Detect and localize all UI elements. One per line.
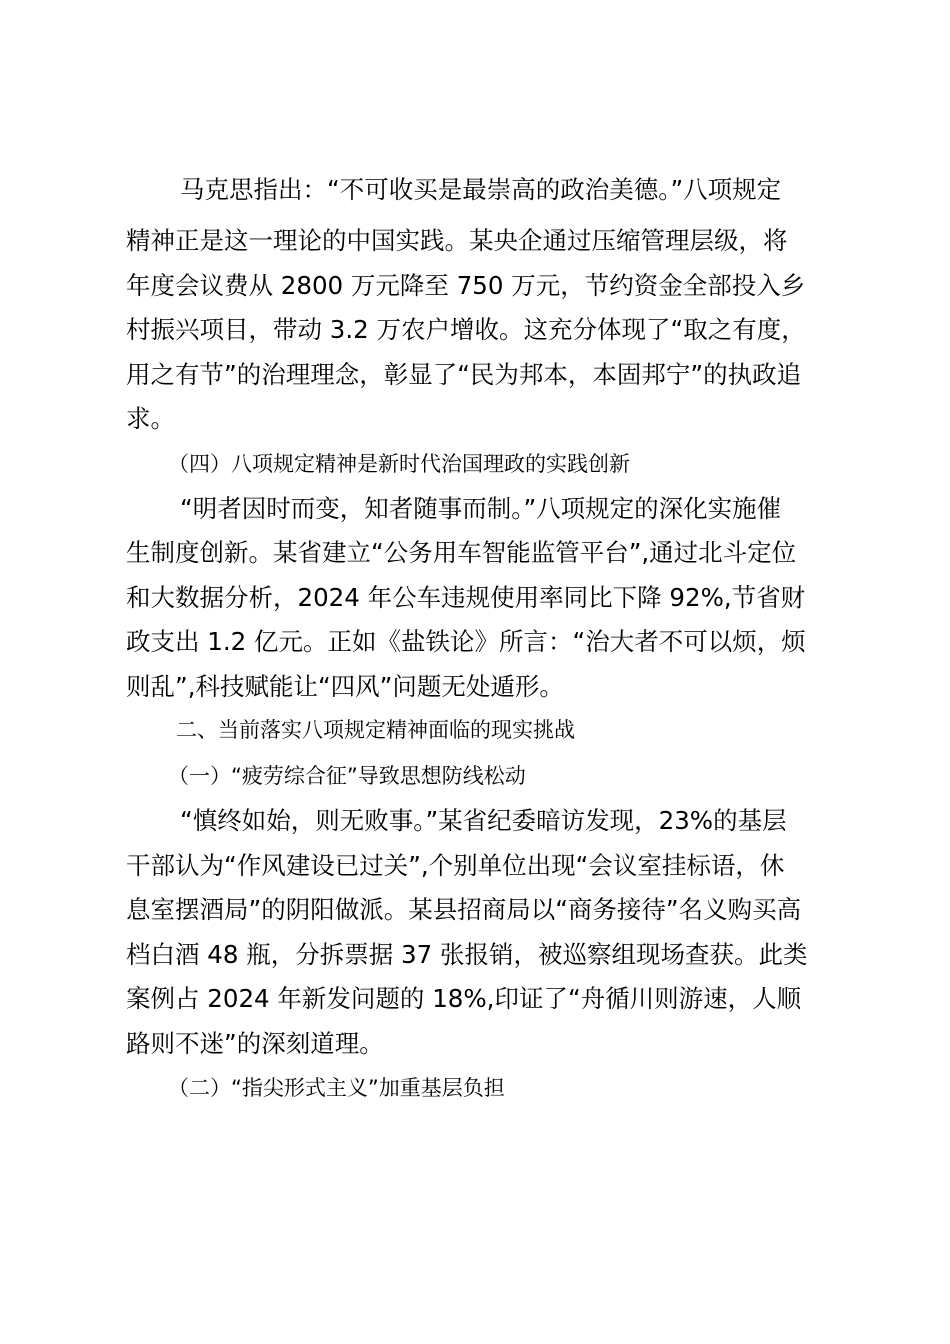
- paragraph-line: “慎终如始，则无败事。”某省纪委暗访发现，23%的基层: [180, 806, 787, 835]
- paragraph-line: 息室摆酒局”的阴阳做派。某县招商局以“商务接待”名义购买高: [126, 895, 802, 924]
- paragraph-line: 求。: [126, 404, 175, 433]
- paragraph-line: 马克思指出：“不可收买是最崇高的政治美德。”八项规定: [180, 175, 782, 204]
- paragraph-line: 生制度创新。某省建立“公务用车智能监管平台”,通过北斗定位: [126, 538, 797, 567]
- paragraph-line: 和大数据分析，2024 年公车违规使用率同比下降 92%,节省财: [126, 583, 806, 612]
- paragraph-line: 政支出 1.2 亿元。正如《盐铁论》所言：“治大者不可以烦，烦: [126, 627, 806, 656]
- heading-line: （四）八项规定精神是新时代治国理政的实践创新: [168, 452, 630, 476]
- paragraph-line: 干部认为“作风建设已过关”,个别单位出现“会议室挂标语，休: [126, 851, 785, 880]
- paragraph-line: “明者因时而变，知者随事而制。”八项规定的深化实施催: [180, 494, 782, 523]
- paragraph-line: 档白酒 48 瓶，分拆票据 37 张报销，被巡察组现场查获。此类: [126, 940, 808, 969]
- paragraph-line: 年度会议费从 2800 万元降至 750 万元，节约资金全部投入乡: [126, 271, 806, 300]
- heading-line: 二、当前落实八项规定精神面临的现实挑战: [176, 718, 575, 742]
- heading-line: （一）“疲劳综合征”导致思想防线松动: [168, 764, 526, 788]
- paragraph-line: 精神正是这一理论的中国实践。某央企通过压缩管理层级，将: [126, 226, 788, 255]
- paragraph-line: 则乱”,科技赋能让“四风”问题无处遁形。: [126, 672, 564, 701]
- paragraph-line: 路则不迷”的深刻道理。: [126, 1029, 384, 1058]
- paragraph-line: 村振兴项目，带动 3.2 万农户增收。这充分体现了“取之有度，: [126, 315, 806, 344]
- heading-line: （二）“指尖形式主义”加重基层负担: [168, 1076, 505, 1100]
- paragraph-line: 案例占 2024 年新发问题的 18%,印证了“舟循川则游速，人顺: [126, 984, 802, 1013]
- paragraph-line: 用之有节”的治理理念，彰显了“民为邦本，本固邦宁”的执政追: [126, 360, 802, 389]
